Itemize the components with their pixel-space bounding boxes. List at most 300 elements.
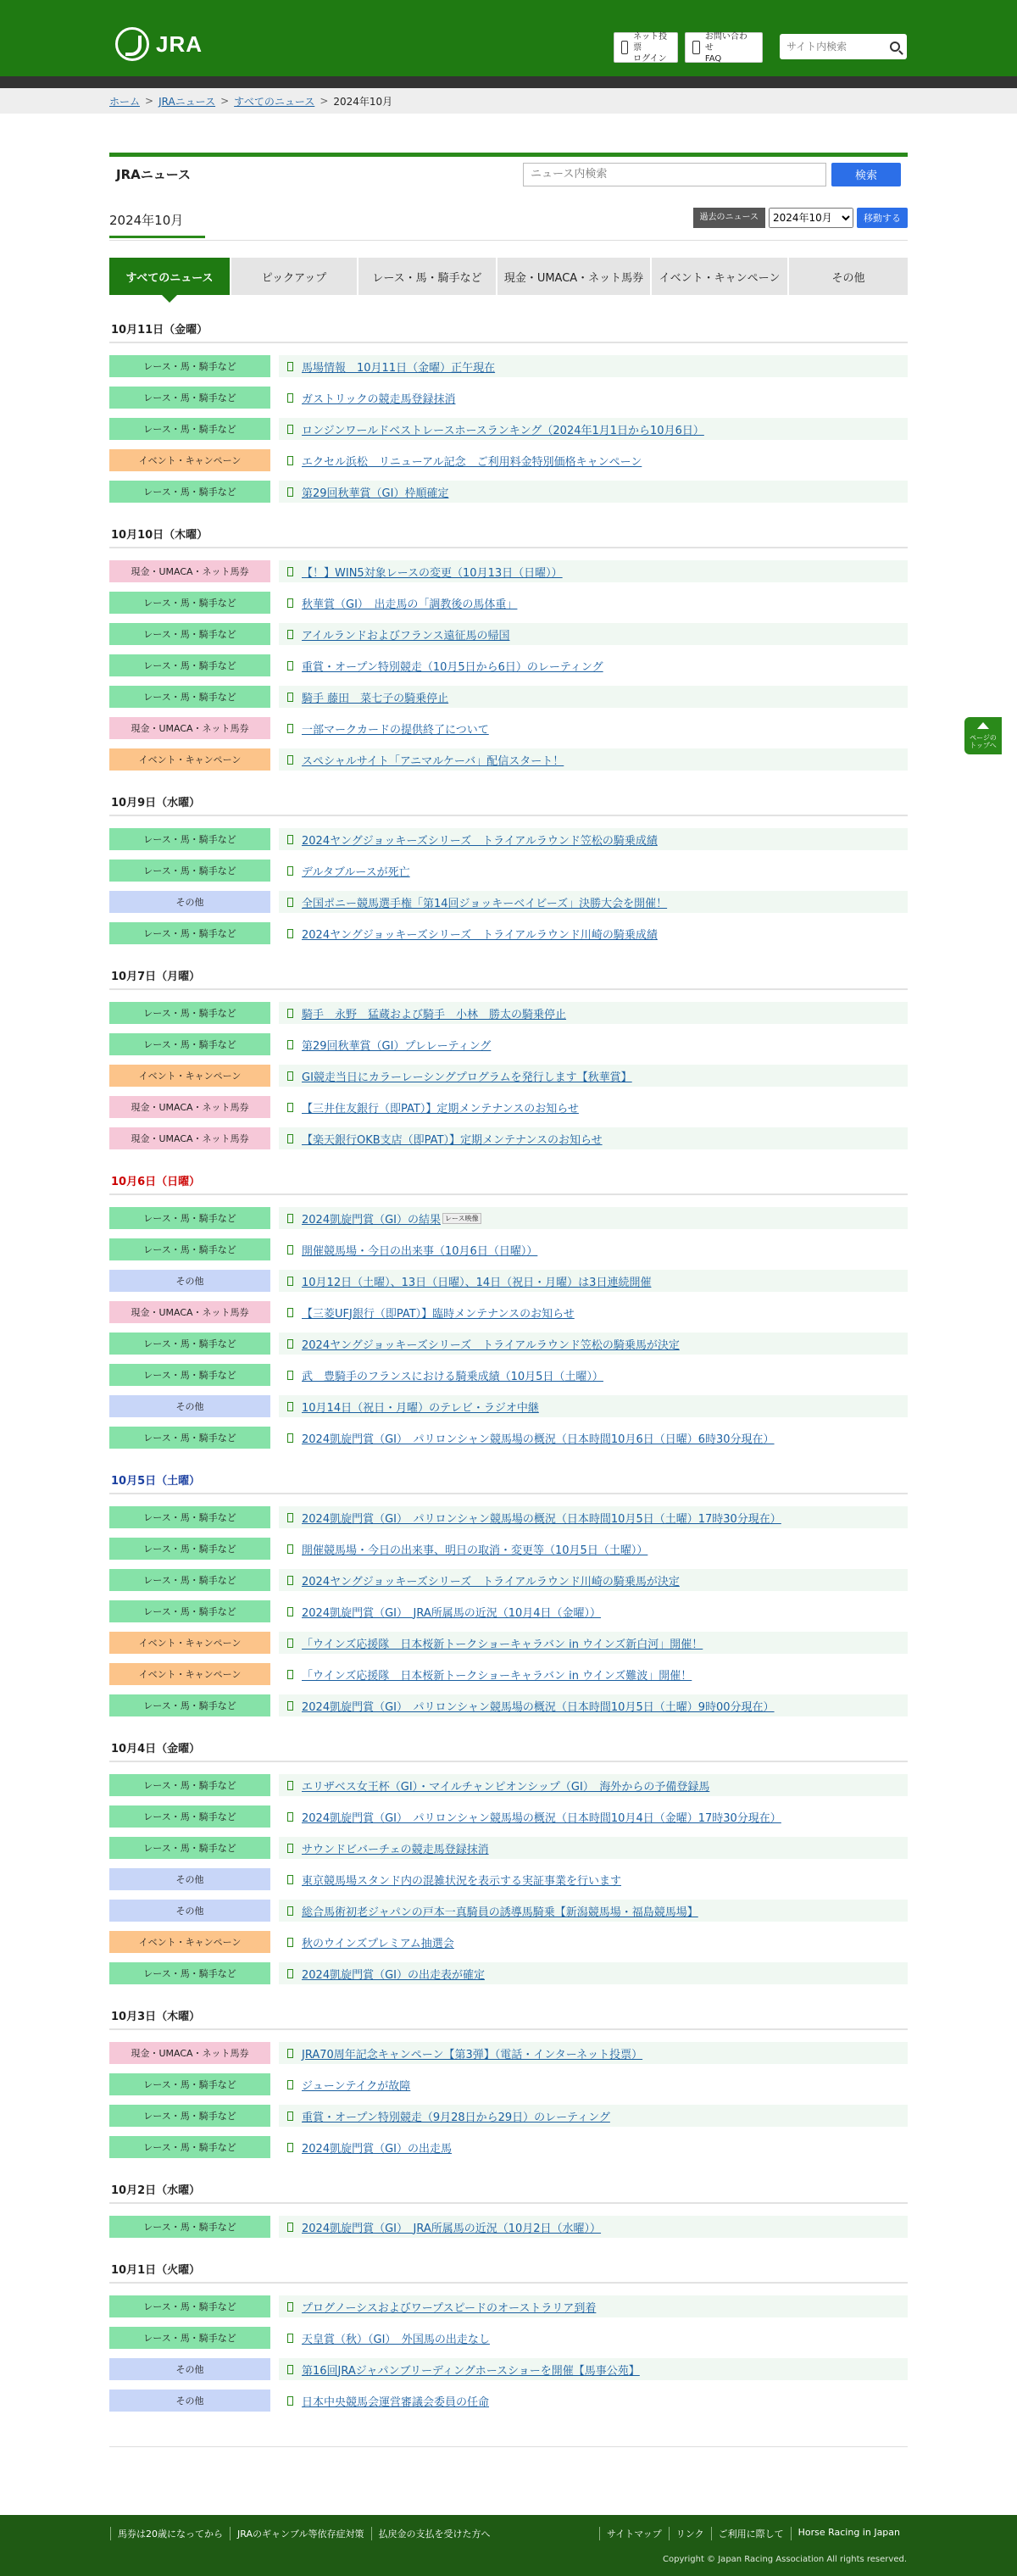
news-item-body [279,1033,908,1055]
document-icon [287,755,293,765]
category-badge: レース・馬・騎手など [109,922,270,944]
news-link[interactable]: 東京競馬場スタンド内の混雑状況を表示する実証事業を行います [302,1874,622,1888]
document-icon [287,866,293,876]
document-icon [287,693,293,702]
news-item-body [279,1900,908,1922]
category-badge: レース・馬・騎手など [109,1774,270,1796]
news-item [109,1625,908,1656]
breadcrumb-current: 2024年10月 [333,95,393,108]
breadcrumb-sep: > [320,95,329,107]
news-link[interactable]: 騎手 永野 猛蔵および騎手 小林 勝太の騎乗停止 [302,1008,567,1021]
category-badge: レース・馬・騎手など [109,1364,270,1386]
news-link[interactable]: 第16回JRAジャパンブリーディングホースショーを開催【馬事公苑】 [302,2364,640,2378]
news-item [109,585,908,616]
document-icon [287,835,293,844]
news-item [109,411,908,442]
category-badge: その他 [109,1868,270,1890]
news-link[interactable]: ジューンテイクが故障 [302,2079,411,2093]
document-icon [287,567,293,576]
day-heading: 10月11日（金曜） [109,320,908,343]
tab-4[interactable]: イベント・キャンペーン [650,258,787,295]
global-nav-bar [0,76,1017,88]
breadcrumb [0,88,1017,114]
document-icon [287,1969,293,1978]
news-item-body [279,1065,908,1087]
news-link[interactable]: エクセル浜松 リニューアル記念 ご利用料金特別価格キャンペーン [302,455,642,469]
news-item [109,2320,908,2351]
archive-go-button[interactable]: 移動する [857,208,908,228]
faq-label-1: お問い合わせ [704,31,747,53]
news-item [109,1499,908,1531]
news-item-body [279,1600,908,1622]
news-item-body [279,387,908,409]
document-icon [287,362,293,371]
news-link[interactable]: サウンドビバーチェの競走馬登録抹消 [302,1843,489,1856]
day-section [109,1172,908,1451]
jra-logo[interactable] [115,27,203,61]
news-item-body [279,2327,908,2349]
month-row [109,207,908,241]
day-heading: 10月6日（日曜） [109,1172,908,1195]
footer-link[interactable]: リンク [669,2527,711,2540]
news-link[interactable]: 武 豊騎手のフランスにおける騎乗成績（10月5日（土曜）） [302,1370,603,1383]
page-title: JRAニュース [116,167,191,182]
breadcrumb-home[interactable]: ホーム [109,95,141,108]
news-item [109,1956,908,1987]
news-item-body [279,1931,908,1953]
news-search [523,163,901,186]
category-badge: レース・馬・騎手など [109,828,270,850]
site-footer [0,2515,1017,2576]
news-link[interactable]: 【三菱UFJ銀行（即PAT）】臨時メンテナンスのお知らせ [302,1307,575,1321]
breadcrumb-jra-news[interactable]: JRAニュース [158,95,216,108]
tab-5[interactable]: その他 [787,258,908,295]
news-item [109,915,908,947]
footer-link[interactable]: 払戻金の支払を受けた方へ [371,2527,497,2540]
news-item [109,2129,908,2161]
news-item-body [279,1364,908,1386]
news-link[interactable]: 開催競馬場・今日の出来事（10月6日（日曜）） [302,1244,538,1258]
day-section [109,2261,908,2414]
footer-link[interactable]: 馬券は20歳になってから [110,2527,230,2540]
document-icon [287,425,293,434]
day-section [109,526,908,773]
news-item-body [279,2216,908,2238]
news-link[interactable]: 秋のウインズプレミアム抽選会 [302,1937,454,1950]
news-link[interactable]: 10月12日（土曜）、13日（日曜）、14日（祝日・月曜）は3日連続開催 [302,1276,652,1289]
document-icon [287,1844,293,1853]
site-search-box [780,34,907,59]
news-link[interactable]: ガストリックの競走馬登録抹消 [302,392,456,406]
breadcrumb-sep: > [220,95,230,107]
day-heading: 10月7日（月曜） [109,967,908,990]
news-link[interactable]: 2024凱旋門賞（GI） パリロンシャン競馬場の概況（日本時間10月5日（土曜）17時30分現在） [302,1512,781,1526]
tab-3[interactable]: 現金・UMACA・ネット馬券 [496,258,650,295]
news-item [109,995,908,1027]
news-link[interactable]: 2024凱旋門賞（GI）の出走表が確定 [302,1968,485,1982]
breadcrumb-sep: > [145,95,154,107]
news-link[interactable]: 開催競馬場・今日の出来事、明日の取消・変更等（10月5日（土曜）） [302,1544,648,1557]
news-link[interactable]: 2024凱旋門賞（GI） パリロンシャン競馬場の概況（日本時間10月4日（金曜）17時30分現在） [302,1811,781,1825]
archive-selector [693,208,909,228]
news-item-body [279,418,908,440]
page-top-button[interactable] [964,717,1002,754]
news-item [109,1531,908,1562]
category-badge: レース・馬・騎手など [109,1538,270,1560]
category-badge: イベント・キャンペーン [109,1065,270,1087]
news-link[interactable]: 全国ポニー競馬選手権「第14回ジョッキーベイビーズ」決勝大会を開催！ [302,897,668,910]
news-item [109,1688,908,1719]
category-badge: イベント・キャンペーン [109,1931,270,1953]
day-items [109,821,908,947]
document-icon [287,1402,293,1411]
category-badge: レース・馬・騎手など [109,387,270,409]
document-icon [287,2049,293,2058]
day-section [109,2007,908,2161]
jra-logo-mark-icon [115,27,149,61]
news-item [109,1058,908,1089]
news-link[interactable]: 重賞・オープン特別競走（10月5日から6日）のレーティング [302,660,603,674]
news-link[interactable]: 重賞・オープン特別競走（9月28日から29日）のレーティング [302,2111,610,2124]
news-link[interactable]: 2024凱旋門賞（GI） JRA所属馬の近況（10月4日（金曜）） [302,1606,602,1620]
day-items [109,2035,908,2161]
document-icon [287,2334,293,2343]
category-badge: その他 [109,1900,270,1922]
news-item-body [279,1002,908,1024]
day-heading: 10月10日（木曜） [109,526,908,548]
document-icon [287,2111,293,2121]
day-heading: 10月1日（火曜） [109,2261,908,2284]
document-icon [287,1308,293,1317]
news-link[interactable]: 2024ヤングジョッキーズシリーズ トライアルラウンド笠松の騎乗馬が決定 [302,1338,680,1352]
category-badge: レース・馬・騎手など [109,2105,270,2127]
document-icon [287,2396,293,2406]
day-section [109,1739,908,1987]
news-list [109,320,908,2414]
news-item-body [279,2295,908,2317]
document-icon [287,1245,293,1255]
faq-label-2: FAQ [704,53,722,64]
document-icon [287,898,293,907]
copyright: Copyright © Japan Racing Association All rights reserved. [663,2555,907,2564]
news-header [109,153,908,190]
news-search-input[interactable] [523,163,826,186]
news-item [109,616,908,648]
news-link[interactable]: ロンジンワールドベストレースホースランキング（2024年1月1日から10月6日） [302,424,704,437]
day-section [109,320,908,505]
news-item-body [279,1506,908,1528]
category-badge: レース・馬・騎手など [109,1207,270,1229]
news-item-body [279,828,908,850]
day-heading: 10月4日（金曜） [109,1739,908,1762]
news-link[interactable]: プログノーシスおよびワープスピードのオーストラリア到着 [302,2301,597,2315]
news-item [109,348,908,380]
news-item-body [279,623,908,645]
news-item-body [279,654,908,676]
news-item [109,742,908,773]
category-badge: レース・馬・騎手など [109,1427,270,1449]
document-icon [287,1938,293,1947]
news-link[interactable]: 10月14日（祝日・月曜）のテレビ・ラジオ中継 [302,1401,539,1415]
news-item-body [279,1805,908,1828]
day-items [109,554,908,773]
net-vote-login-button[interactable] [614,32,678,63]
footer-link[interactable]: Horse Racing in Japan [791,2527,907,2540]
news-item [109,1357,908,1388]
news-link[interactable]: 【楽天銀行OKB支店（即PAT）】定期メンテナンスのお知らせ [302,1133,603,1147]
news-link[interactable]: 2024ヤングジョッキーズシリーズ トライアルラウンド笠松の騎乗成績 [302,834,658,848]
news-item [109,679,908,710]
arrow-up-icon [977,722,989,729]
news-item [109,884,908,915]
news-item-body [279,1632,908,1654]
news-link[interactable]: 総合馬術初老ジャパンの戸本一真騎員の誘導馬騎乗【新潟競馬場・福島競馬場】 [302,1906,698,1919]
site-search-input[interactable] [786,41,881,53]
news-item [109,2098,908,2129]
document-icon [287,1701,293,1711]
category-badge: レース・馬・騎手など [109,592,270,614]
news-item [109,2035,908,2067]
document-icon [287,1781,293,1790]
news-link[interactable]: 天皇賞（秋）（GI） 外国馬の出走なし [302,2333,490,2346]
document-icon [287,1576,293,1585]
news-item-body [279,1270,908,1292]
news-link[interactable]: 2024凱旋門賞（GI）の結果 [302,1213,441,1227]
document-icon [287,1433,293,1443]
day-heading: 10月9日（水曜） [109,793,908,816]
news-link[interactable]: 日本中央競馬会運営審議会委員の任命 [302,2395,490,2409]
category-badge: 現金・UMACA・ネット馬券 [109,1127,270,1149]
category-badge: 現金・UMACA・ネット馬券 [109,1096,270,1118]
tab-2[interactable]: レース・馬・騎手など [357,258,496,295]
category-badge: レース・馬・騎手など [109,686,270,708]
news-item [109,648,908,679]
document-icon [287,630,293,639]
document-icon [287,2365,293,2374]
news-item [109,1232,908,1263]
news-link[interactable]: 2024凱旋門賞（GI） パリロンシャン競馬場の概況（日本時間10月5日（土曜）9時00分現在） [302,1700,775,1714]
news-link[interactable]: エリザベス女王杯（GI）・マイルチャンピオンシップ（GI） 海外からの予備登録馬 [302,1780,710,1794]
news-item-body [279,1127,908,1149]
document-icon [287,456,293,465]
document-icon [287,2080,293,2089]
category-badge: レース・馬・騎手など [109,1238,270,1260]
day-heading: 10月2日（水曜） [109,2181,908,2204]
news-item-body [279,2073,908,2095]
document-icon [287,1544,293,1554]
category-badge: レース・馬・騎手など [109,355,270,377]
news-item [109,1027,908,1058]
category-badge: レース・馬・騎手など [109,2295,270,2317]
news-item-body [279,1238,908,1260]
news-item [109,2067,908,2098]
document-icon [287,1071,293,1081]
footer-link[interactable]: ご利用に際して [711,2527,791,2540]
document-icon [287,1607,293,1616]
category-badge: レース・馬・騎手など [109,2327,270,2349]
news-link[interactable]: 【！】WIN5対象レースの変更（10月13日（日曜）） [302,566,563,580]
news-link[interactable]: 騎手 藤田 菜七子の騎乗停止 [302,692,449,705]
document-icon [287,2302,293,2312]
news-item-body [279,1569,908,1591]
news-item [109,1893,908,1924]
login-label-2: ログイン [633,53,667,64]
news-item-body [279,1207,908,1229]
news-link[interactable]: 2024凱旋門賞（GI） JRA所属馬の近況（10月2日（水曜）） [302,2222,602,2235]
archive-month-select[interactable] [769,208,853,228]
footer-link[interactable]: JRAのギャンブル等依存症対策 [230,2527,371,2540]
news-link[interactable]: JRA70周年記念キャンペーン【第3弾】（電話・インターネット投票） [302,2048,643,2061]
search-icon[interactable] [890,42,900,52]
news-item-body [279,449,908,471]
tab-1[interactable]: ピックアップ [230,258,357,295]
news-link[interactable]: 「ウインズ応援隊 日本桜新トークショーキャラバン in ウインズ新白河」開催！ [302,1638,703,1651]
news-item-body [279,2105,908,2127]
category-badge: イベント・キャンペーン [109,449,270,471]
news-link[interactable]: デルタブルースが死亡 [302,865,410,879]
category-badge: レース・馬・騎手など [109,1694,270,1716]
document-icon [287,724,293,733]
news-item-body [279,1395,908,1417]
news-item [109,380,908,411]
news-item-body [279,1427,908,1449]
news-item [109,821,908,853]
document-icon [287,1009,293,1018]
news-link[interactable]: 2024ヤングジョッキーズシリーズ トライアルラウンド川崎の騎乗馬が決定 [302,1575,680,1588]
news-link[interactable]: 「ウインズ応援隊 日本桜新トークショーキャラバン in ウインズ難波」開催！ [302,1669,692,1683]
day-heading: 10月5日（土曜） [109,1472,908,1494]
news-item [109,2289,908,2320]
news-item [109,1830,908,1861]
document-icon [287,1103,293,1112]
category-badge: 現金・UMACA・ネット馬券 [109,560,270,582]
news-link[interactable]: 一部マークカードの提供終了について [302,723,489,737]
news-link[interactable]: 第29回秋華賞（GI）プレレーティング [302,1039,492,1053]
news-item [109,1562,908,1594]
category-badge: その他 [109,2358,270,2380]
category-badge: 現金・UMACA・ネット馬券 [109,2042,270,2064]
document-icon [287,393,293,403]
news-item-body [279,2390,908,2412]
category-badge: レース・馬・騎手など [109,1805,270,1828]
news-item [109,1089,908,1121]
news-link[interactable]: スペシャルサイト「アニマルケーバ」配信スタート！ [302,754,564,768]
news-item-body [279,2042,908,2064]
category-badge: 現金・UMACA・ネット馬券 [109,1301,270,1323]
category-badge: その他 [109,891,270,913]
news-link[interactable]: 第29回秋華賞（GI）枠順確定 [302,487,449,500]
news-item-body [279,1096,908,1118]
faq-icon [692,41,700,54]
document-icon [287,1214,293,1223]
news-link[interactable]: 2024ヤングジョッキーズシリーズ トライアルラウンド川崎の騎乗成績 [302,928,658,942]
document-icon [287,1875,293,1884]
smartphone-icon [621,41,628,54]
news-link[interactable]: 2024凱旋門賞（GI） パリロンシャン競馬場の概況（日本時間10月6日（日曜）6時30分現在） [302,1433,775,1446]
login-label-1: ネット投票 [633,31,668,53]
document-icon [287,1812,293,1822]
category-badge: レース・馬・騎手など [109,1837,270,1859]
news-link[interactable]: アイルランドおよびフランス遠征馬の帰国 [302,629,510,643]
news-item-body [279,1694,908,1716]
category-tabs [109,258,908,295]
category-badge: レース・馬・騎手など [109,1333,270,1355]
news-item [109,1420,908,1451]
document-icon [287,661,293,670]
category-badge: レース・馬・騎手など [109,860,270,882]
news-item-body [279,891,908,913]
category-badge: 現金・UMACA・ネット馬券 [109,717,270,739]
news-link[interactable]: 【三井住友銀行（即PAT）】定期メンテナンスのお知らせ [302,1102,579,1116]
news-link[interactable]: 馬場情報 10月11日（金曜）正午現在 [302,361,496,375]
category-badge: その他 [109,1270,270,1292]
news-item [109,1121,908,1152]
footer-link[interactable]: サイトマップ [599,2527,669,2540]
news-item-body [279,1333,908,1355]
news-item-body [279,560,908,582]
tab-0[interactable]: すべてのニュース [109,258,230,295]
document-icon [287,598,293,608]
news-item-body [279,748,908,771]
day-items [109,2289,908,2414]
category-badge: その他 [109,1395,270,1417]
news-search-button[interactable]: 検索 [831,163,901,186]
news-item [109,1388,908,1420]
category-badge: レース・馬・騎手など [109,2136,270,2158]
day-items [109,995,908,1152]
news-item [109,2351,908,2383]
day-items [109,1499,908,1719]
news-item-body [279,481,908,503]
day-items [109,2209,908,2240]
category-badge: レース・馬・騎手など [109,654,270,676]
breadcrumb-all-news[interactable]: すべてのニュース [234,95,315,108]
category-badge: レース・馬・騎手など [109,1962,270,1984]
document-icon [287,1670,293,1679]
news-item-body [279,1962,908,1984]
day-section [109,1472,908,1719]
contact-faq-button[interactable] [685,32,763,63]
news-item-body [279,2358,908,2380]
category-badge: レース・馬・騎手など [109,2073,270,2095]
day-section [109,2181,908,2240]
news-item [109,1200,908,1232]
category-badge: レース・馬・騎手など [109,1569,270,1591]
document-icon [287,1339,293,1349]
news-link[interactable]: 2024凱旋門賞（GI）の出走馬 [302,2142,452,2156]
news-item-body [279,592,908,614]
category-badge: レース・馬・騎手など [109,1033,270,1055]
category-badge: レース・馬・騎手など [109,481,270,503]
news-item [109,1294,908,1326]
category-badge: イベント・キャンペーン [109,1632,270,1654]
news-item-body [279,922,908,944]
news-item-body [279,1663,908,1685]
page-top-label-2: トップへ [970,742,997,749]
news-item [109,1594,908,1625]
category-badge: レース・馬・騎手など [109,1002,270,1024]
news-link[interactable]: GI競走当日にカラーレーシングプログラムを発行します【秋華賞】 [302,1071,632,1084]
news-item [109,554,908,585]
news-item [109,1263,908,1294]
day-section [109,793,908,947]
document-icon [287,1040,293,1049]
category-badge: イベント・キャンペーン [109,1663,270,1685]
document-icon [287,1371,293,1380]
news-link[interactable]: 秋華賞（GI） 出走馬の「調教後の馬体重」 [302,598,518,611]
document-icon [287,487,293,497]
news-item-body [279,355,908,377]
